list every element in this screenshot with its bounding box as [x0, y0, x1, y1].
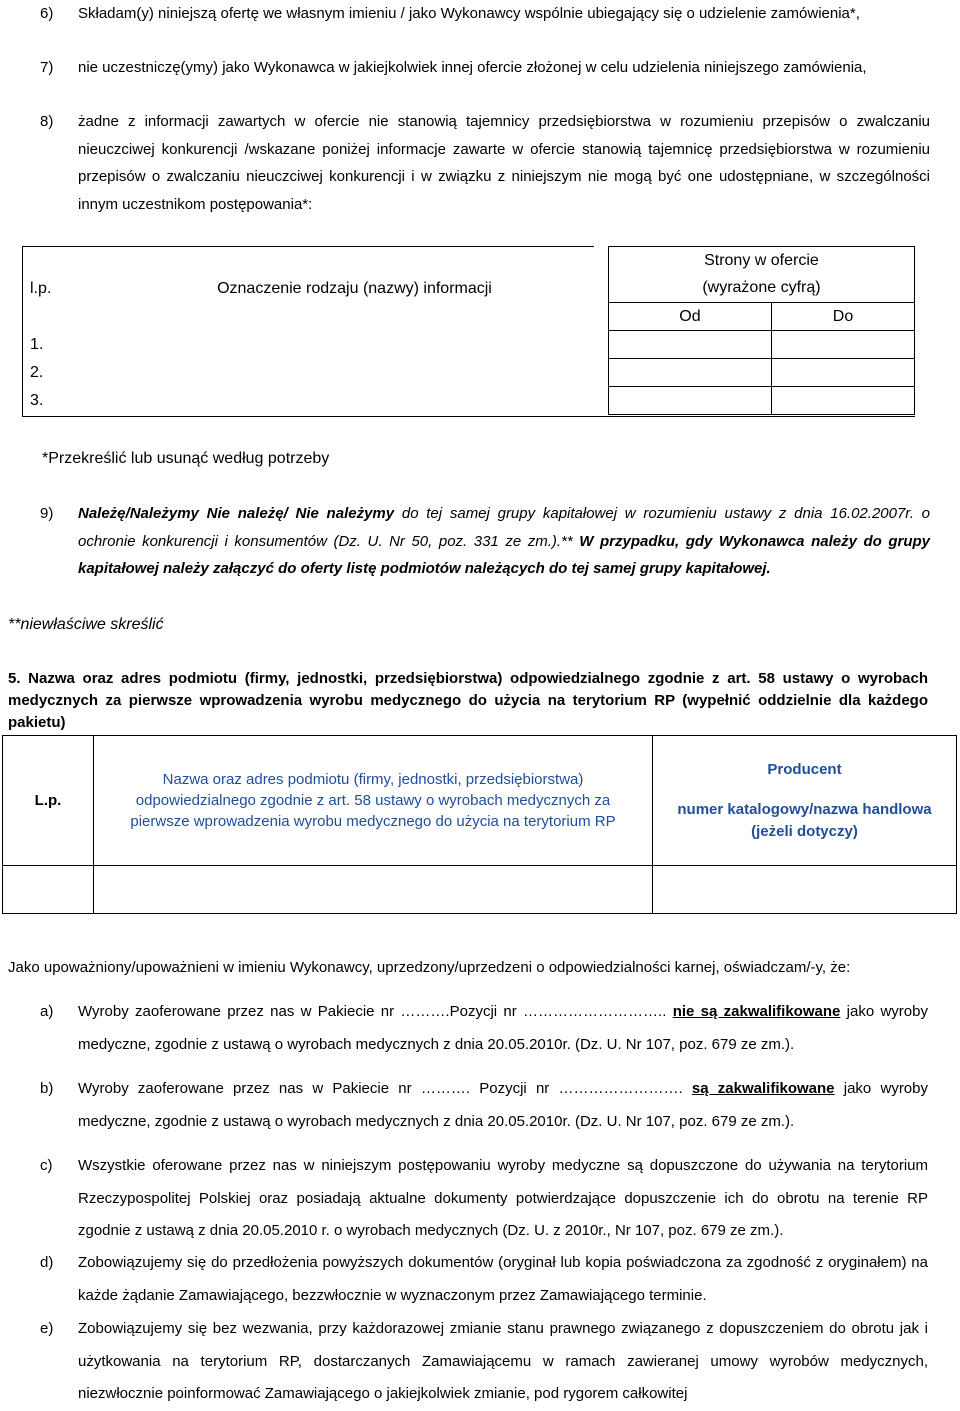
table1-left-line — [22, 246, 23, 417]
header-to: Do — [772, 303, 915, 331]
item-7 — [40, 54, 930, 82]
item-6 — [40, 0, 930, 28]
item-text — [78, 500, 930, 583]
declaration-text-end: jako wyroby medyczne, zgodnie z ustawą o wyrobach medycznych z dnia 20.05.2010r. (Dz. U. Nr 107, poz. 679 ze zm.). — [78, 1003, 928, 1053]
declaration-letter: c) — [40, 1157, 53, 1174]
row-lp-cell[interactable] — [3, 866, 94, 914]
declaration-letter: d) — [40, 1254, 54, 1271]
declaration-a — [40, 996, 928, 1061]
item-text: żadne z informacji zawartych w ofercie nie stanowią tajemnicy przedsiębiorstwa w rozumieniu przepisów o zwalczaniu nieuczciwej konkurencji /wskazane poniżej informacje zawarte w ofercie stanowią tajemnicę przedsiębiorstwa w rozumieniu przepisów o zwalczaniu nieuczciwej konkurencji i w związku z niniejszym nie mogą być one udostępniane, w szczególności innym uczestnikom postępowania*: — [78, 113, 930, 213]
row-to-cell[interactable] — [772, 359, 915, 387]
header-entity — [94, 736, 653, 866]
group-membership-note: W przypadku, gdy Wykonawca należy do grupy kapitałowej należy załączyć do oferty listę podmiotów należących do tej samej grupy kapitałowej. — [78, 532, 931, 577]
header-info-name: Oznaczenie rodzaju (nazwy) informacji — [217, 279, 492, 297]
declaration-text: Wyroby zaoferowane przez nas w Pakiecie nr ………. Pozycji nr ……………………. — [78, 1080, 692, 1097]
row-to-cell[interactable] — [772, 331, 915, 359]
table1-top-line — [22, 246, 594, 247]
row-number: 1. — [30, 335, 44, 353]
row-from-cell[interactable] — [608, 359, 771, 387]
item-number: 7) — [40, 59, 54, 76]
footnote-strike: *Przekreślić lub usunąć według potrzeby — [42, 450, 330, 467]
declaration-letter: b) — [40, 1080, 54, 1097]
declaration-e — [40, 1313, 928, 1411]
row-to-cell[interactable] — [772, 387, 915, 415]
header-from: Od — [608, 303, 771, 331]
declaration-letter: a) — [40, 1003, 54, 1020]
item-number: 9) — [40, 505, 54, 522]
declaration-text: Zobowiązujemy się bez wezwania, przy każdorazowej zmianie stanu prawnego związanego z dopuszczeniem do obrotu jak i użytkowania na terytorium RP, dostarczanych Zamawiającemu w ramach zawieranej umowy wyrobów medycznych, niezwłocznie poinformować Zamawiającego o jakiejkolwiek zmianie, pod rygorem całkowitej — [78, 1320, 928, 1402]
row-producer-cell[interactable] — [653, 866, 957, 914]
declaration-d — [40, 1247, 928, 1312]
item-number: 6) — [40, 5, 54, 22]
item-text: nie uczestniczę(ymy) jako Wykonawca w jakiejkolwiek innej ofercie złożonej w celu udzielenia niniejszego zamówienia, — [78, 59, 867, 76]
declaration-text: Wyroby zaoferowane przez nas w Pakiecie nr ……….Pozycji nr ……………………….. — [78, 1003, 673, 1020]
row-from-cell[interactable] — [608, 331, 771, 359]
row-entity-cell[interactable] — [94, 866, 653, 914]
declaration-b — [40, 1073, 928, 1138]
entity-line: Nazwa oraz adres podmiotu (firmy, jednostki, przedsiębiorstwa) — [162, 771, 584, 788]
row-from-cell[interactable] — [608, 387, 771, 415]
declaration-emphasis: są zakwalifikowane — [691, 1080, 835, 1097]
header-pages-line2: (wyrażone cyfrą) — [608, 275, 914, 303]
header-lp: L.p. — [3, 736, 94, 866]
responsible-entity-table — [2, 735, 957, 914]
trade-secret-table — [22, 246, 915, 415]
entity-line: odpowiedzialnego zgodnie z art. 58 ustawy o wyrobach medycznych za — [135, 792, 611, 809]
row-info-cell[interactable] — [101, 331, 608, 359]
entity-line: pierwsze wprowadzenia wyrobu medycznego do użycia na terytorium RP — [130, 813, 616, 830]
row-info-cell[interactable] — [101, 359, 608, 387]
header-lp: l.p. — [30, 279, 52, 297]
row-info-cell[interactable] — [101, 387, 608, 415]
section-5-heading: 5. Nazwa oraz adres podmiotu (firmy, jednostki, przedsiębiorstwa) odpowiedzialnego zgodnie z art. 58 ustawy o wyrobach medycznych za pierwsze wprowadzenia wyrobu medycznego do użycia na terytorium RP (wypełnić oddzielnie dla każdego pakietu) — [8, 670, 928, 731]
item-8 — [40, 108, 930, 218]
header-producer — [653, 736, 957, 866]
footnote-strike-wrong: **niewłaściwe skreślić — [8, 616, 164, 633]
header-pages-line1: Strony w ofercie — [608, 247, 914, 275]
producer-label: Producent — [767, 760, 842, 778]
catalog-note: (jeżeli dotyczy) — [751, 822, 858, 840]
group-membership-text: do tej samej grupy kapitałowej w rozumieniu ustawy z dnia 16.02.2007r. o ochronie konkurencji i konsumentów (Dz. U. Nr 50, poz. 331 ze zm.).** — [78, 505, 930, 550]
declaration-text: Zobowiązujemy się do przedłożenia powyższych dokumentów (oryginał lub kopia poświadczona za zgodność z oryginałem) na każde żądanie Zamawiającego, bezzwłocznie w wyznaczonym przez Zamawiającego terminie. — [78, 1254, 928, 1304]
item-number: 8) — [40, 113, 54, 130]
declaration-emphasis: nie są zakwalifikowane — [672, 1003, 841, 1020]
declaration-intro: Jako upoważniony/upoważnieni w imieniu Wykonawcy, uprzedzony/uprzedzeni o odpowiedzialności karnej, oświadczam/-y, że: — [8, 959, 851, 976]
declaration-text-end: jako wyroby medyczne, zgodnie z ustawą o wyrobach medycznych z dnia 20.05.2010r. (Dz. U. Nr 107, poz. 679 ze zm.). — [78, 1080, 928, 1130]
row-number: 3. — [30, 391, 44, 409]
item-9 — [40, 500, 930, 583]
row-number: 2. — [30, 363, 44, 381]
item-text: Składam(y) niniejszą ofertę we własnym imieniu / jako Wykonawcy wspólnie ubiegający się o udzielenie zamówienia*, — [78, 5, 860, 22]
declaration-text: Wszystkie oferowane przez nas w niniejszym postępowaniu wyroby medyczne są dopuszczone do używania na terytorium Rzeczypospolitej Polskiej oraz posiadają aktualne dokumenty potwierdzające dopuszczenie ich do obrotu na terenie RP zgodnie z ustawą z dnia 20.05.2010 r. o wyrobach medycznych (Dz. U. z 2010r., Nr 107, poz. 679 ze zm.). — [78, 1157, 928, 1239]
catalog-label: numer katalogowy/nazwa handlowa — [677, 800, 932, 818]
declaration-letter: e) — [40, 1320, 54, 1337]
table1-bottom-line — [22, 416, 915, 417]
declaration-c — [40, 1150, 928, 1248]
group-membership-options: Należę/Należymy Nie należę/ Nie należymy — [78, 505, 395, 522]
